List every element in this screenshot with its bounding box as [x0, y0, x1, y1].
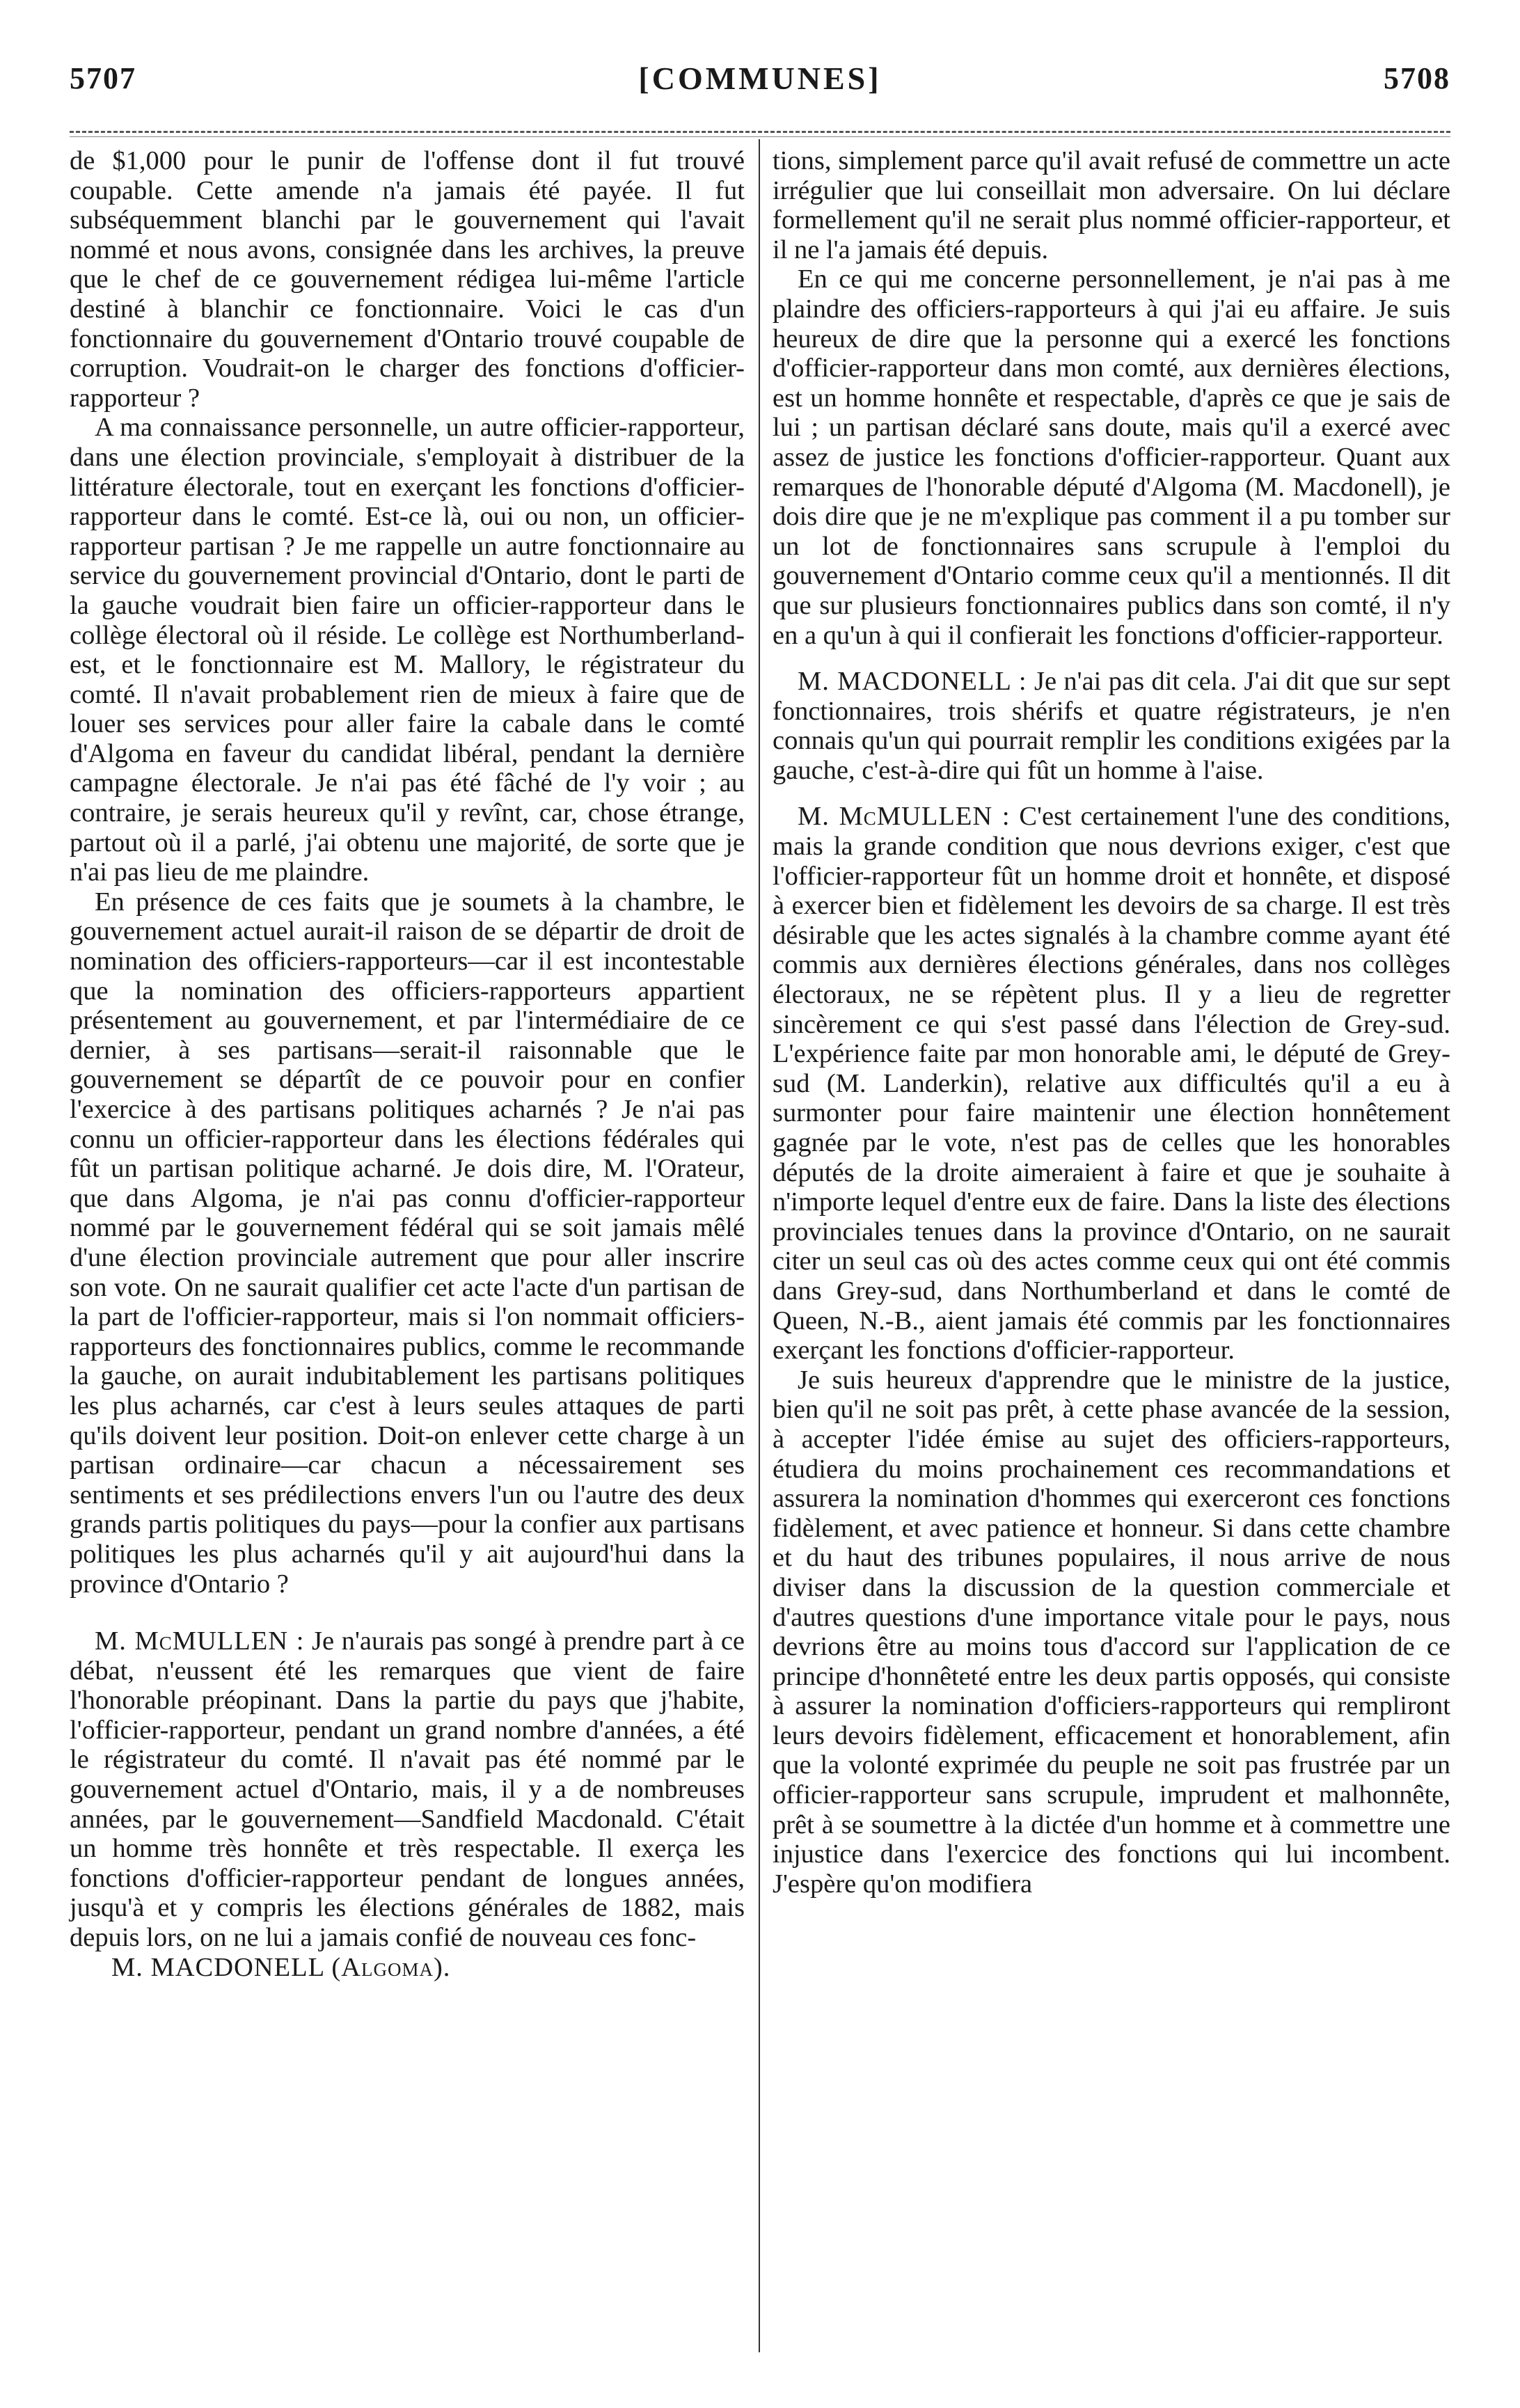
- speaker-name: M. MACDONELL :: [798, 667, 1027, 697]
- right-column: [773, 146, 1450, 1899]
- speech-paragraph: [773, 802, 1450, 1365]
- paragraph: En ce qui me concerne personnellement, je n'ai pas à me plaindre des officiers-rapporteurs à qui j'ai eu affaire. Je suis heureux de dire que la personne qui a exercé les fonctions d'officier-rapporteur dans mon comté, aux dernières élections, est un homme honnête et respectable, d'après ce que je sais de lui ; un partisan déclaré sans doute, mais qu'il a exercé avec assez de justice les fonctions d'officier-rapporteur. Quant aux remarques de l'honorable député d'Algoma (M. Macdonell), je dois dire que je ne m'explique pas comment il a pu tomber sur un lot de fonctionnaires sans scrupule à l'emploi du gouvernement d'Ontario comme ceux qu'il a mentionnés. Il dit que sur plusieurs fonctionnaires publics dans son comté, il n'y en a qu'un à qui il confierait les fonctions d'officier-rapporteur.: [773, 264, 1450, 650]
- speech-text: Je n'aurais pas songé à prendre part à ce débat, n'eussent été les remarques que vient de faire l'honorable préopinant. Dans la partie du pays que j'habite, l'officier-rapporteur, pendant un grand nombre d'années, a été le régistrateur du comté. Il n'avait pas été nommé par le gouvernement actuel d'Ontario, mais, il y a de nombreuses années, par le gouvernement—Sandfield Macdonald. C'était un homme très honnête et très respectable. Il exerça les fonctions d'officier-rapporteur pendant de longues années, jusqu'à et y compris les élections générales de 1882, mais depuis lors, on ne lui a jamais confié de nouveau ces fonc-: [70, 1626, 745, 1953]
- page-footer-speaker: M. MACDONELL (Algoma).: [111, 1952, 451, 1982]
- left-column: [70, 146, 745, 1982]
- paragraph: En présence de ces faits que je soumets à la chambre, le gouvernement actuel aurait-il raison de se départir de droit de nomination des officiers-rapporteurs—car il est incontestable que la nomination des officiers-rapporteurs appartient présentement au gouvernement, et par l'intermédiaire de ce dernier, à ses partisans—serait-il raisonnable que le gouvernement se départît de ce pouvoir pour en confier l'exercice à des partisans politiques acharnés ? Je n'ai pas connu un officier-rapporteur dans les élections fédérales qui fût un partisan politique acharné. Je dois dire, M. l'Orateur, que dans Algoma, je n'ai pas connu d'officier-rapporteur nommé par le gouvernement fédéral qui se soit jamais mêlé d'une élection provinciale autrement que pour aller inscrire son vote. On ne saurait qualifier cet acte l'acte d'un partisan de la part de l'officier-rapporteur, mais si l'on nommait officiers-rapporteurs des fonctionnaires publics, comme le recommande la gauche, on aurait indubitablement les partisans politiques les plus acharnés, car c'est à leurs seules attaques de parti qu'ils doivent leur position. Doit-on enlever cette charge à un partisan ordinaire—car chacun a nécessairement ses sentiments et ses prédilections envers l'un ou l'autre des deux grands partis politiques du pays—pour la confier aux partisans politiques les plus acharnés qu'il y ait aujourd'hui dans la province d'Ontario ?: [70, 887, 745, 1599]
- paragraph: A ma connaissance personnelle, un autre officier-rapporteur, dans une élection provinciale, s'employait à distribuer de la littérature électorale, tout en exerçant les fonctions d'officier-rapporteur dans le comté. Est-ce là, oui ou non, un officier-rapporteur partisan ? Je me rappelle un autre fonctionnaire au service du gouvernement provincial d'Ontario, dont le parti de la gauche voudrait bien faire un officier-rapporteur dans le collège électoral où il réside. Le collège est Northumberland-est, et le fonctionnaire est M. Mallory, le régistrateur du comté. Il n'avait probablement rien de mieux à faire que de louer ses services pour aller faire la cabale dans le comté d'Algoma en faveur du candidat libéral, pendant la dernière campagne électorale. Je n'ai pas été fâché de l'y voir ; au contraire, je serais heureux qu'il y revînt, car, chose étrange, partout où il a parlé, j'ai obtenu une majorité, de sorte que je n'ai pas lieu de me plaindre.: [70, 413, 745, 887]
- column-divider: [759, 139, 760, 2352]
- speech-text: C'est certainement l'une des conditions, mais la grande condition que nous devrions exiger, c'est que l'officier-rapporteur fût un homme droit et honnête, et disposé à exercer bien et fidèlement les devoirs de sa charge. Il est très désirable que les actes signalés à la chambre comme ayant été commis aux dernières élections générales, dans nos collèges électoraux, ne se répètent plus. Il y a lieu de regretter sincèrement ce qui s'est passé dans l'élection de Grey-sud. L'expérience faite par mon honorable ami, le député de Grey-sud (M. Landerkin), relative aux difficultés qu'il a eu à surmonter pour faire maintenir une élection honnêtement gagnée par le vote, n'est pas de celles que les honorables députés de la droite aimeraient à faire et que je souhaite à n'importe lequel d'entre eux de faire. Dans la liste des élections provinciales tenues dans la province d'Ontario, on ne saurait citer un seul cas où des actes comme ceux qui ont été commis dans Grey-sud, dans Northumberland et dans le comté de Queen, N.-B., aient jamais été commis par les fonctionnaires exerçant les fonctions d'officier-rapporteur.: [773, 802, 1451, 1365]
- speech-paragraph: [773, 667, 1450, 785]
- paragraph: de $1,000 pour le punir de l'offense dont il fut trouvé coupable. Cette amende n'a jamais été payée. Il fut subséquemment blanchi par le gouvernement qui l'avait nommé et nous avons, consignée dans les archives, la preuve que le chef de ce gouvernement rédigea lui-même l'article destiné à blanchir ce fonctionnaire. Voici le cas d'un fonctionnaire du gouvernement d'Ontario trouvé coupable de corruption. Voudrait-on le charger des fonctions d'officier-rapporteur ?: [70, 146, 745, 413]
- page-number-right: 5708: [1384, 61, 1450, 95]
- paragraph: Je suis heureux d'apprendre que le ministre de la justice, bien qu'il ne soit pas prêt, à cette phase avancée de la session, à accepter l'idée émise au sujet des officiers-rapporteurs, étudiera du moins prochainement ces recommandations et assurera la nomination d'hommes qui exerceront ces fonctions fidèlement, et avec patience et honneur. Si dans cette chambre et du haut des tribunes populaires, il nous arrive de nous diviser dans la discussion de la question commerciale et d'autres questions d'une importance vitale pour le pays, nous devrions être au moins tous d'accord sur l'application de ce principe d'honnêteté entre les deux partis opposés, qui consiste à assurer la nomination d'officiers-rapporteurs qui rempliront leurs devoirs fidèlement, efficacement et honorablement, afin que la volonté exprimée du peuple ne soit pas frustrée par un officier-rapporteur sans scrupule, imprudent et malhonnête, prêt à se soumettre à la dictée d'un homme et à commettre une injustice dans l'exercice des fonctions qui lui incombent. J'espère qu'on modifiera: [773, 1365, 1450, 1899]
- running-header-title: [COMMUNES]: [638, 61, 882, 96]
- paragraph: tions, simplement parce qu'il avait refusé de commettre un acte irrégulier que lui conseillait mon adversaire. On lui déclare formellement qu'il ne serait plus nommé officier-rapporteur, et il ne l'a jamais été depuis.: [773, 146, 1450, 264]
- speech-paragraph: [70, 1626, 745, 1953]
- speaker-name: M. McMULLEN :: [95, 1626, 305, 1656]
- header-rule-thin: [70, 136, 1450, 137]
- header-rule: [70, 131, 1450, 133]
- page-number-left: 5707: [70, 61, 136, 95]
- speaker-name: M. McMULLEN :: [798, 802, 1011, 832]
- speech-text: Je n'ai pas dit cela. J'ai dit que sur sept fonctionnaires, trois shérifs et quatre régistrateurs, je n'en connais qu'un qui pourrait remplir les conditions exigées par la gauche, c'est-à-dire qui fût un homme à l'aise.: [773, 667, 1450, 785]
